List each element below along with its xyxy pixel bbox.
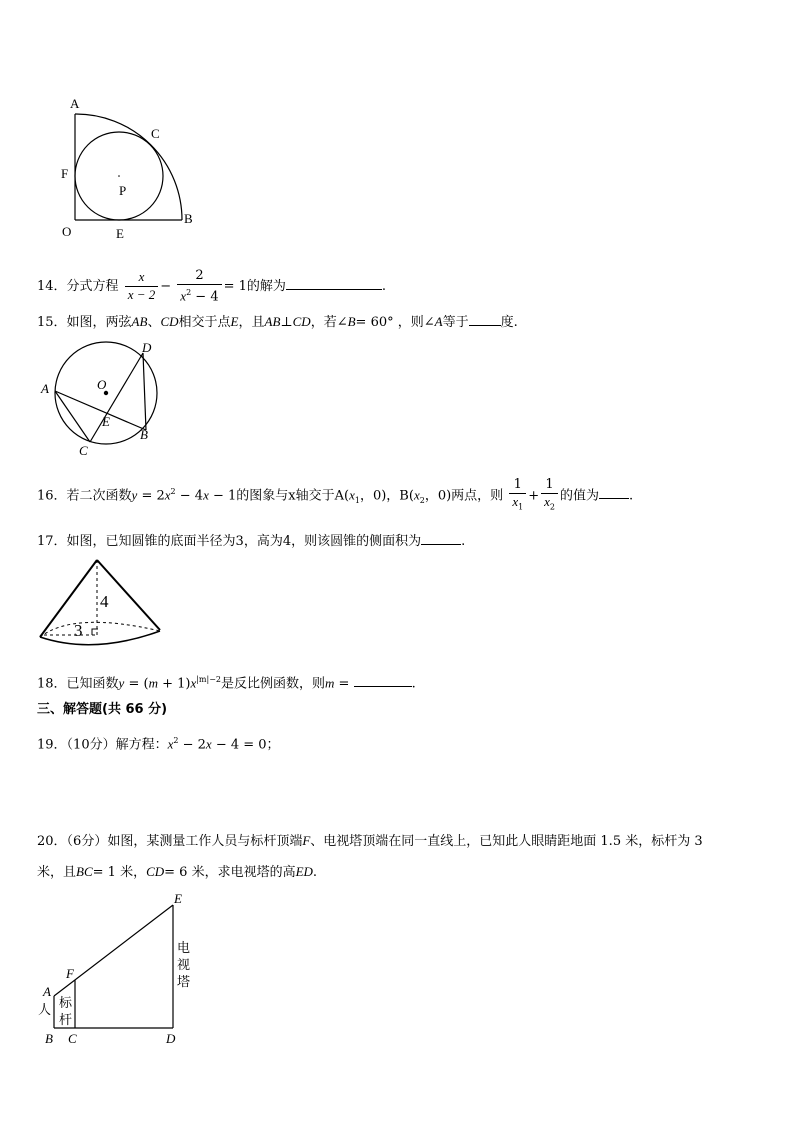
label-O: O (97, 377, 107, 392)
label-C: C (151, 126, 160, 141)
label-tower-1: 电 (177, 941, 191, 956)
answer-blank-16[interactable] (599, 485, 629, 499)
fraction-2-over-x2-minus-4: $\frac{2}{x^2 - 4}$ (177, 268, 221, 305)
label-height-4: 4 (100, 592, 109, 611)
segment-DB (143, 353, 146, 430)
label-tower-2: 视 (177, 958, 191, 973)
question-20-line2: 米，且BC= 1 米，CD= 6 米，求电视塔的高ED. (37, 864, 318, 880)
label-B: B (140, 427, 148, 442)
fraction-x-over-x-minus-2: $\frac{x}{x - 2}$ (125, 269, 159, 304)
answer-blank-17[interactable] (421, 531, 461, 545)
label-B: B (45, 1031, 53, 1046)
label-E: E (102, 414, 110, 429)
question-16: 16．若二次函数$y = 2x^2 - 4x - 1$的图象与x轴交于$A(x_1$，0)，$B(x_2$，0)两点，则 $\frac{1}{x_1}$ + $\frac{1}{x_2}$ 的值为 . (37, 474, 633, 519)
section-title: 三、解答题(共 66 分) (37, 702, 168, 717)
question-14: 14．分式方程 $\frac{x}{x - 2}$ − $\frac{2}{x^2 - 4}$ = 1的解为 . (37, 268, 387, 305)
chord-CD (90, 353, 143, 442)
question-18: 18．已知函数$y = (m + 1)x^{|m|-2}$是反比例函数，则m = . (37, 675, 416, 692)
question-19: 19．（10分）解方程：$x^2 - 2x - 4 = 0$； (37, 736, 280, 753)
point-P (118, 175, 120, 177)
label-pole-2: 杆 (59, 1013, 73, 1028)
label-D: D (142, 340, 152, 355)
cone-left-edge (40, 560, 97, 637)
label-tower-3: 塔 (177, 975, 191, 990)
label-E: E (174, 891, 182, 906)
question-17: 17．如图，已知圆锥的底面半径为3，高为4，则该圆锥的侧面积为 . (37, 531, 465, 551)
label-F: F (66, 966, 74, 981)
label-C: C (68, 1031, 77, 1046)
label-A: A (41, 381, 49, 396)
label-O: O (62, 224, 72, 239)
fraction-1-over-x2: $\frac{1}{x_2}$ (541, 477, 558, 516)
fraction-1-over-x1: $\frac{1}{x_1}$ (509, 477, 526, 516)
question-15: 15．如图，两弦AB、CD相交于点E，且AB⊥CD，若∠B= 60° ，则∠A等于 度. (37, 314, 518, 330)
label-pole-1: 标 (59, 996, 73, 1011)
label-P: P (119, 183, 127, 198)
label-F: F (61, 166, 69, 181)
figure-tv-tower (34, 890, 204, 1050)
label-B: B (184, 211, 193, 226)
figure-cone (34, 555, 169, 655)
label-radius-3: 3 (74, 621, 83, 640)
label-A: A (70, 96, 80, 111)
label-E: E (116, 226, 124, 241)
figure-circle-chords (38, 340, 163, 460)
sight-line-AE (54, 905, 173, 996)
label-D: D (166, 1031, 176, 1046)
figure-quarter-circle (55, 92, 215, 247)
answer-blank-18[interactable] (354, 673, 412, 687)
label-A: A (43, 984, 51, 999)
base-front (40, 631, 160, 645)
answer-blank-14[interactable] (286, 276, 382, 290)
label-person: 人 (38, 1003, 52, 1018)
answer-blank-15[interactable] (469, 312, 501, 326)
question-20-line1: 20．（6分）如图，某测量工作人员与标杆顶端F、电视塔顶端在同一直线上，已知此人眼睛距地面 1.5 米，标杆为 3 (37, 833, 703, 849)
label-C: C (79, 443, 88, 458)
